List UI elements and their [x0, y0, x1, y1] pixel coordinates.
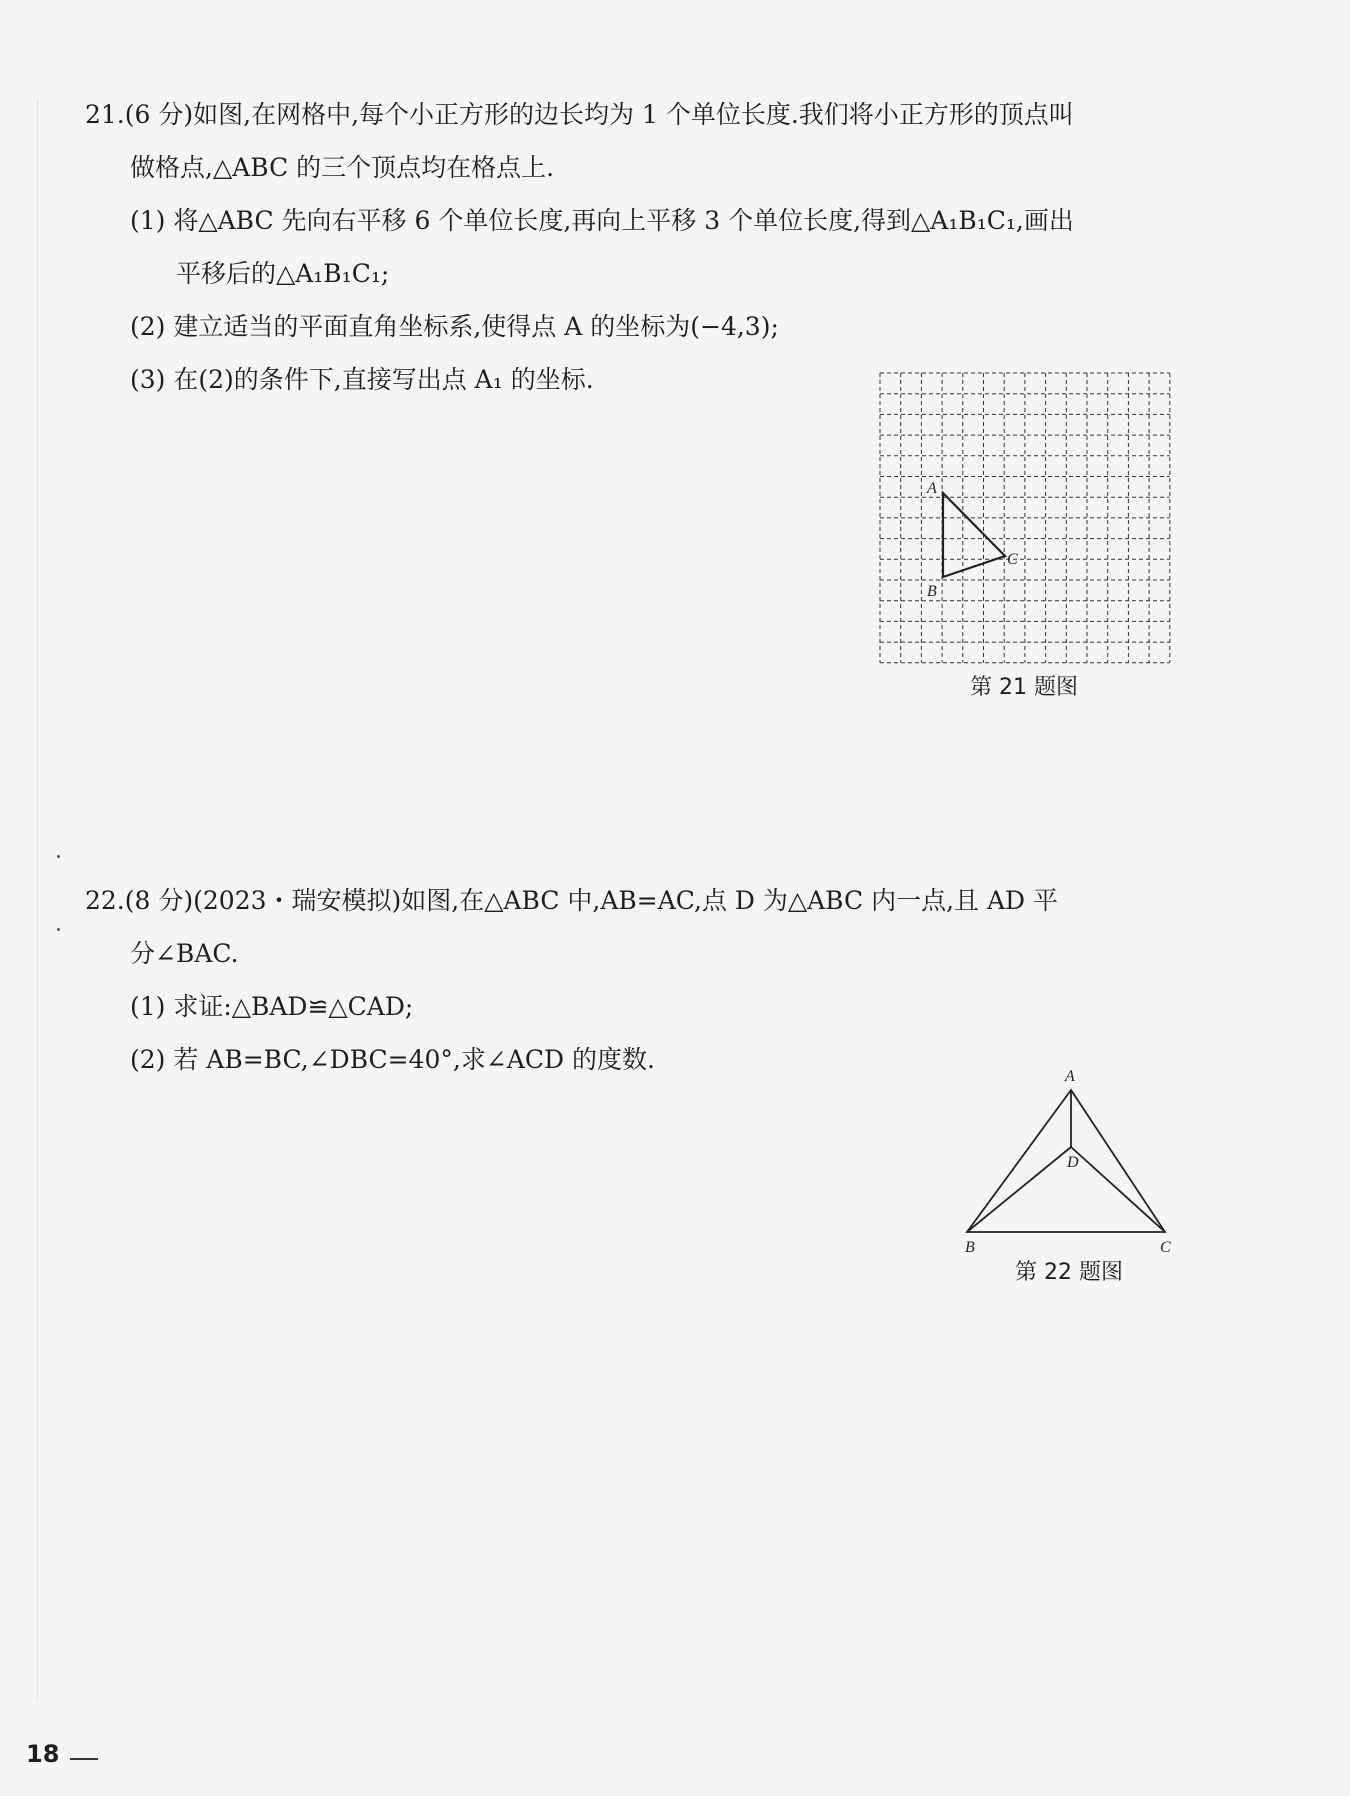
problem-21-question-1-cont: 平移后的△A₁B₁C₁; — [176, 259, 390, 288]
problem-22-question-1: (1) 求证:△BAD≌△CAD; — [130, 992, 414, 1021]
stray-dot — [57, 928, 60, 931]
figure-21-grid — [875, 368, 1175, 668]
figure-22-triangle — [955, 1062, 1190, 1262]
page-number: 18 — [26, 1740, 60, 1768]
figure-21-caption: 第 21 题图 — [970, 675, 1078, 700]
label-a: A — [1065, 1068, 1075, 1085]
problem-21-line1: 21.(6 分)如图,在网格中,每个小正方形的边长均为 1 个单位长度.我们将小正方形的顶点叫 — [85, 100, 1074, 129]
problem-21-question-2: (2) 建立适当的平面直角坐标系,使得点 A 的坐标为(−4,3); — [130, 312, 779, 341]
problem-21-question-3: (3) 在(2)的条件下,直接写出点 A₁ 的坐标. — [130, 365, 594, 394]
problem-22-question-2: (2) 若 AB=BC,∠DBC=40°,求∠ACD 的度数. — [130, 1045, 655, 1074]
triangle-abc — [967, 1090, 1165, 1232]
label-b: B — [965, 1239, 975, 1256]
label-d: D — [1067, 1154, 1079, 1171]
problem-22 — [85, 874, 1175, 1086]
triangle-abc — [943, 493, 1005, 577]
grid-lines — [880, 373, 1170, 663]
figure-22-caption: 第 22 题图 — [1015, 1260, 1123, 1285]
label-c: C — [1160, 1239, 1171, 1256]
problem-21 — [85, 88, 1175, 406]
problem-21-line2: 做格点,△ABC 的三个顶点均在格点上. — [130, 153, 555, 182]
problem-22-line2: 分∠BAC. — [130, 939, 239, 968]
stray-dot — [57, 855, 60, 858]
page-number-dash — [70, 1758, 98, 1760]
problem-21-question-1: (1) 将△ABC 先向右平移 6 个单位长度,再向上平移 3 个单位长度,得到△A₁B₁C₁,画出 — [130, 206, 1074, 235]
problem-21-number: 21. — [85, 100, 125, 129]
problem-22-line1: 22.(8 分)(2023・瑞安模拟)如图,在△ABC 中,AB=AC,点 D 为△ABC 内一点,且 AD 平 — [85, 886, 1059, 915]
problem-22-number: 22. — [85, 886, 125, 915]
label-c: C — [1007, 551, 1018, 568]
margin-line — [37, 100, 38, 1700]
label-a: A — [927, 480, 937, 497]
label-b: B — [927, 583, 937, 600]
